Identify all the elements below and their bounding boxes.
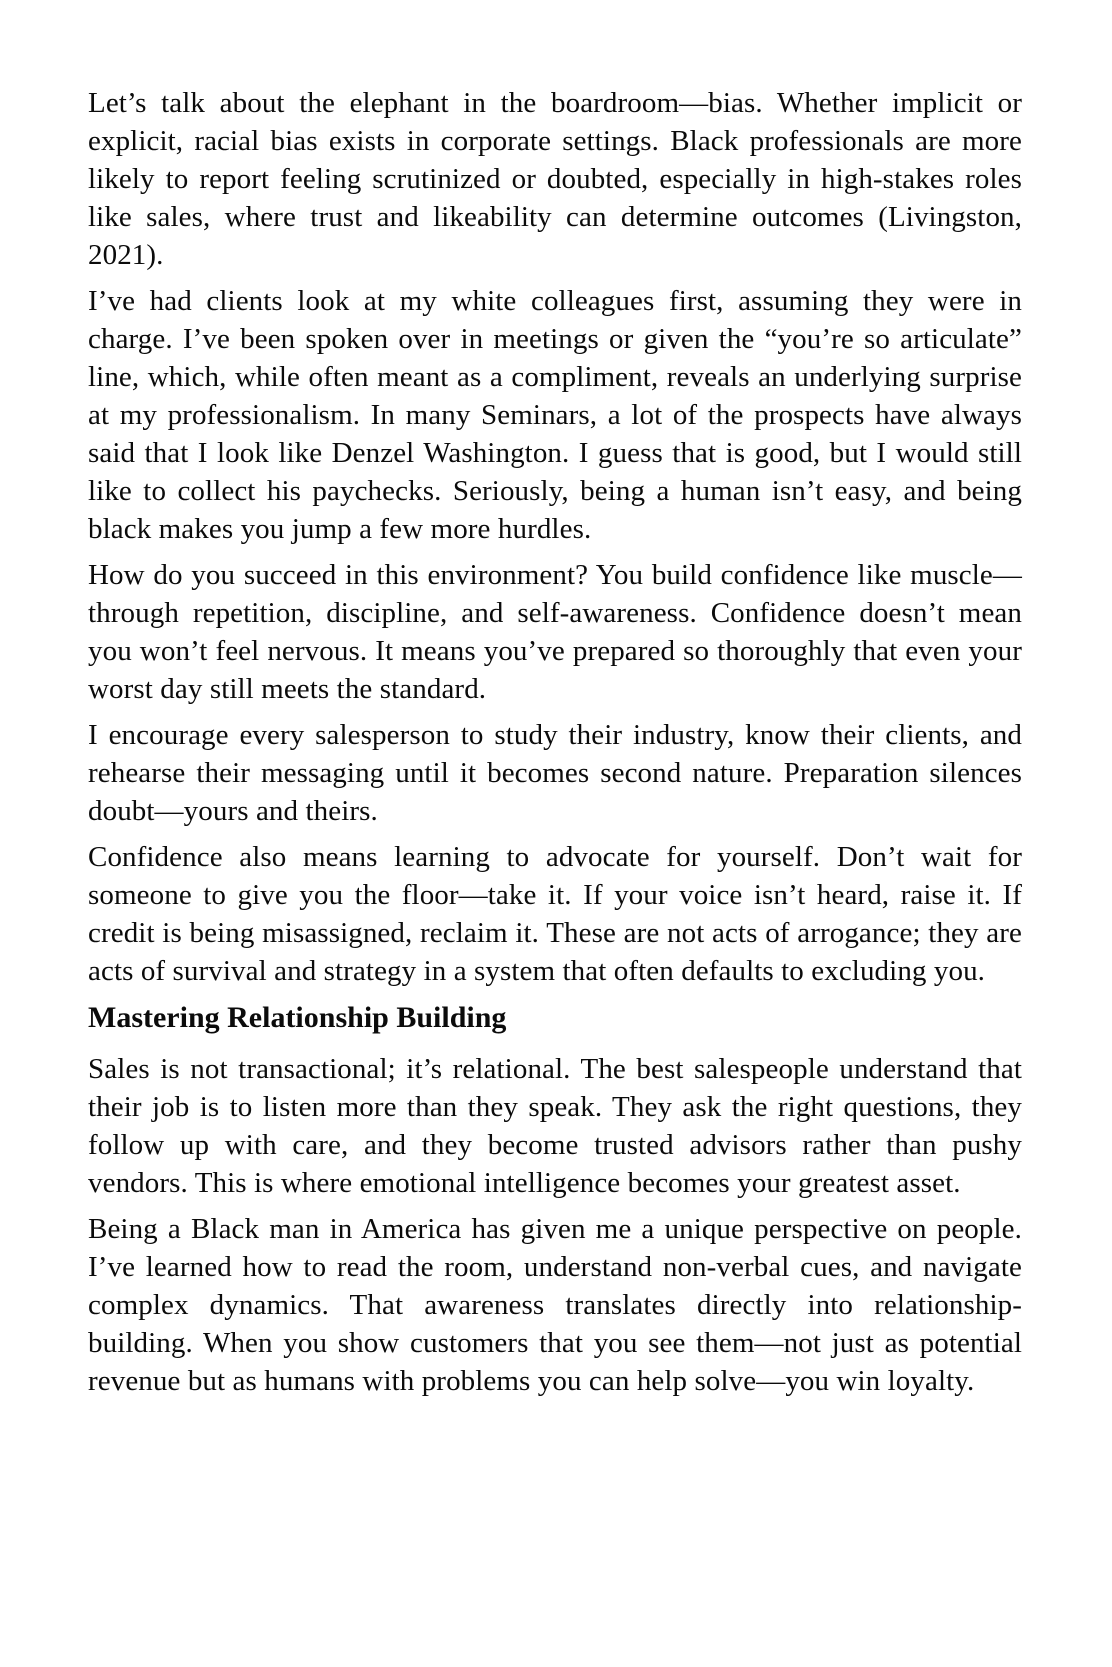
section-heading-mastering-relationship-building: Mastering Relationship Building [88, 1001, 507, 1034]
paragraph-personal-experiences: I’ve had clients look at my white colleagues first, assuming they were in charge. I’ve been spoken over in meetings or given the “you’re so articulate” line, which, while often meant as a compliment, reveals an underlying surprise at my professionalism. In many Seminars, a lot of the prospects have always said that I look like Denzel Washington. I guess that is good, but I would still like to collect his paychecks. Seriously, being a human isn’t easy, and being black makes you jump a few more hurdles. [88, 285, 1022, 545]
paragraph-building-confidence: How do you succeed in this environment? You build confidence like muscle—through repetition, discipline, and self-awareness. Confidence doesn’t mean you won’t feel nervous. It means you’ve prepared so thoroughly that even your worst day still meets the standard. [88, 559, 1022, 705]
paragraph-self-advocacy: Confidence also means learning to advocate for yourself. Don’t wait for someone to give you the floor—take it. If your voice isn’t heard, raise it. If credit is being misassigned, reclaim it. These are not acts of arrogance; they are acts of survival and strategy in a system that often defaults to excluding you. [88, 841, 1022, 987]
paragraph-preparation: I encourage every salesperson to study their industry, know their clients, and rehearse their messaging until it becomes second nature. Preparation silences doubt—yours and theirs. [88, 719, 1022, 827]
paragraph-sales-is-relational: Sales is not transactional; it’s relational. The best salespeople understand that their job is to listen more than they speak. They ask the right questions, they follow up with care, and they become trusted advisors rather than pushy vendors. This is where emotional intelligence becomes your greatest asset. [88, 1053, 1022, 1199]
paragraph-bias-in-boardroom: Let’s talk about the elephant in the boardroom—bias. Whether implicit or explicit, racial bias exists in corporate settings. Black professionals are more likely to report feeling scrutinized or doubted, especially in high-stakes roles like sales, where trust and likeability can determine outcomes (Livingston, 2021). [88, 87, 1022, 271]
paragraph-unique-perspective: Being a Black man in America has given me a unique perspective on people. I’ve learned how to read the room, understand non-verbal cues, and navigate complex dynamics. That awareness translates directly into relationship-building. When you show customers that you see them—not just as potential revenue but as humans with problems you can help solve—you win loyalty. [88, 1213, 1022, 1397]
